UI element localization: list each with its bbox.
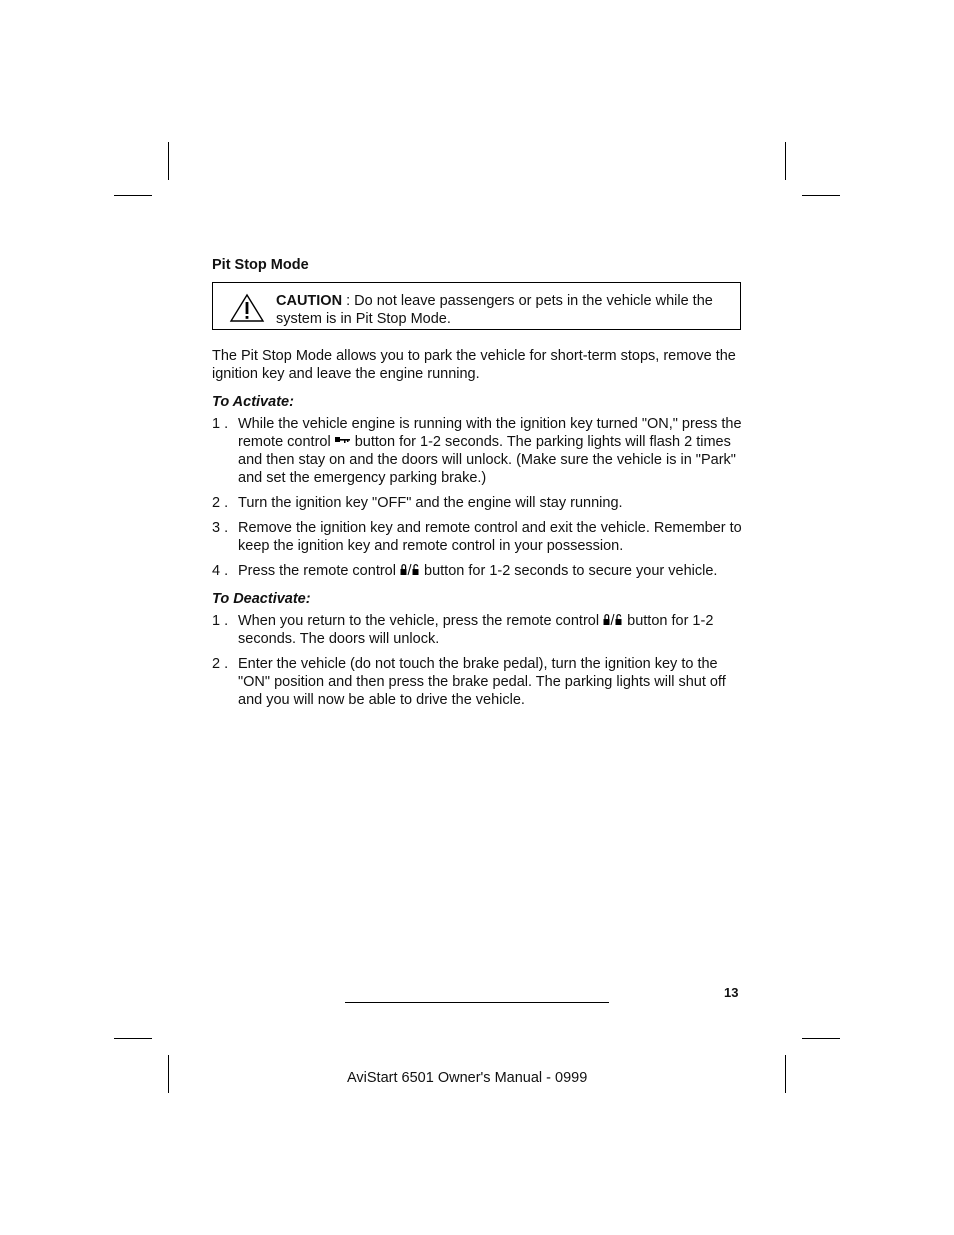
- caution-box: [212, 282, 741, 330]
- step-text: Turn the ignition key "OFF" and the engine will stay running.: [238, 495, 623, 511]
- page-number: 13: [724, 985, 739, 1000]
- crop-mark: [114, 195, 152, 196]
- deactivate-steps: [212, 612, 744, 709]
- crop-mark: [168, 142, 169, 180]
- step-text: Press the remote control: [238, 563, 400, 579]
- lock-unlock-icon: [400, 563, 420, 576]
- crop-mark: [802, 1038, 840, 1039]
- step-text: Enter the vehicle (do not touch the brake pedal), turn the ignition key to the "ON" position and then press the brake pedal. The parking lights will shut off and you will now be able to drive the vehicle.: [238, 656, 726, 708]
- activate-steps: [212, 415, 744, 580]
- step-number: 2 .: [212, 495, 229, 511]
- warning-triangle-icon: [229, 293, 265, 323]
- list-item: [212, 612, 744, 648]
- intro-paragraph: The Pit Stop Mode allows you to park the vehicle for short-term stops, remove the ignition key and leave the engine running.: [212, 348, 736, 382]
- step-number: 2 .: [212, 656, 229, 672]
- crop-mark: [802, 195, 840, 196]
- list-item: [212, 519, 744, 555]
- section-title: Pit Stop Mode: [212, 257, 309, 273]
- deactivate-heading: To Deactivate:: [212, 591, 311, 607]
- crop-mark: [168, 1055, 169, 1093]
- activate-heading: To Activate:: [212, 394, 294, 410]
- list-item: [212, 415, 744, 487]
- key-icon: [335, 435, 351, 447]
- footer-rule: [345, 1002, 609, 1003]
- crop-mark: [785, 142, 786, 180]
- step-number: 1 .: [212, 416, 229, 432]
- crop-mark: [114, 1038, 152, 1039]
- step-text: When you return to the vehicle, press the remote control: [238, 613, 604, 629]
- manual-title: AviStart 6501 Owner's Manual - 0999: [347, 1070, 588, 1086]
- step-number: 1 .: [212, 613, 229, 629]
- step-text: Remove the ignition key and remote control and exit the vehicle. Remember to keep the ignition key and remote control in your possession.: [238, 520, 742, 554]
- step-text: button for 1-2 seconds to secure your vehicle.: [420, 563, 718, 579]
- list-item: [212, 562, 744, 580]
- step-text: button for 1-2 seconds. The parking lights will flash 2 times and then stay on and the doors will unlock. (Make sure the vehicle is in "Park" and set the emergency parking brake.): [238, 434, 736, 486]
- step-number: 4 .: [212, 563, 229, 579]
- page-content: [212, 256, 744, 716]
- crop-mark: [785, 1055, 786, 1093]
- step-text: While the vehicle engine is running with the ignition key turned "ON," press the remote control: [238, 416, 742, 450]
- step-number: 3 .: [212, 520, 229, 536]
- caution-label: CAUTION: [276, 293, 343, 309]
- caution-text: : Do not leave passengers or pets in the vehicle while the system is in Pit Stop Mode.: [276, 293, 713, 327]
- list-item: [212, 655, 744, 709]
- lock-unlock-icon: [603, 613, 623, 626]
- list-item: [212, 494, 744, 512]
- step-text: button for 1-2 seconds. The doors will unlock.: [238, 613, 714, 647]
